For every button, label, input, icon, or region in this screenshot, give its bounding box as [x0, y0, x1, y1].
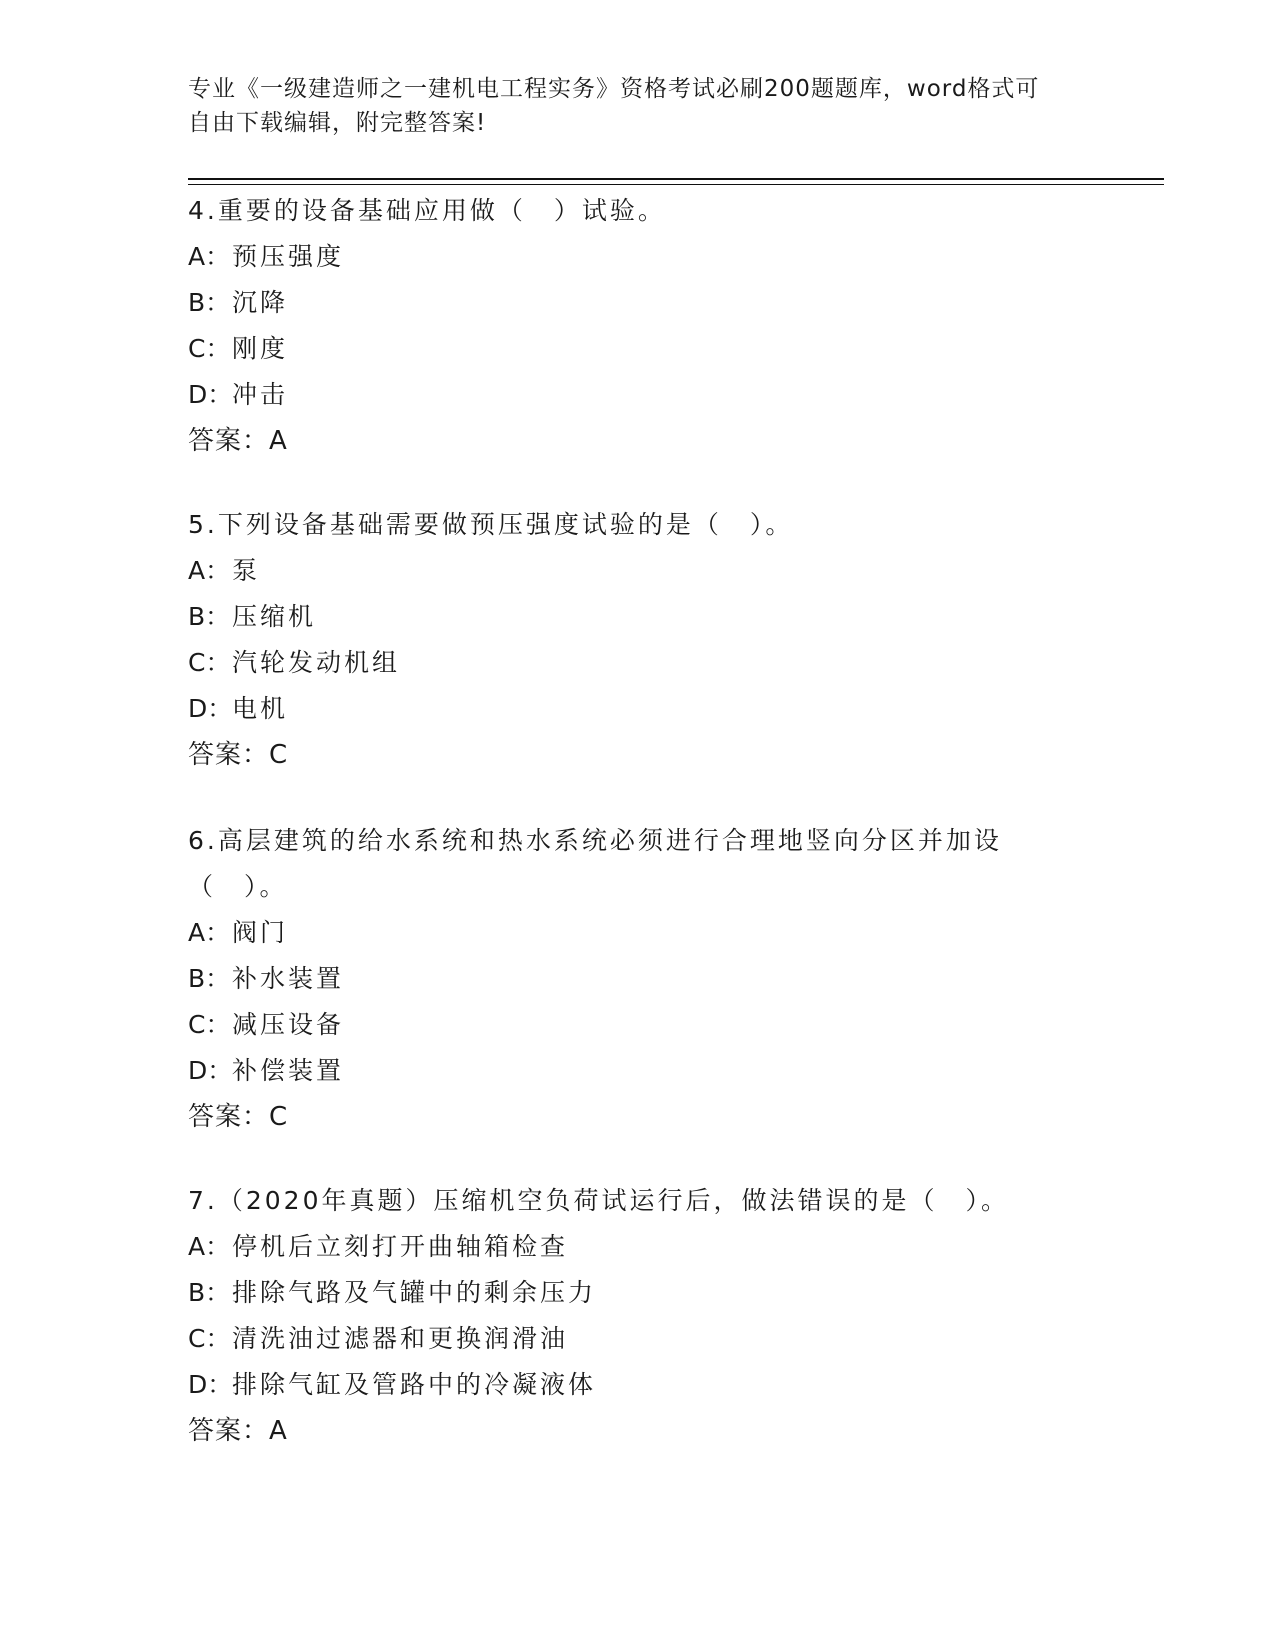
option-a: A：阀门 [188, 918, 289, 947]
option-b: B：沉降 [188, 288, 289, 317]
question-block [188, 188, 1088, 464]
answer-line: 答案：A [188, 426, 288, 456]
option-a: A：预压强度 [188, 242, 345, 271]
option-d: D：冲击 [188, 380, 289, 409]
answer-value: C [269, 1102, 289, 1132]
option-d: D：排除气缸及管路中的冷凝液体 [188, 1370, 597, 1399]
answer-line: 答案：C [188, 1102, 289, 1132]
answer-line: 答案：C [188, 740, 289, 770]
question-block [188, 818, 1088, 1140]
question-stem: 4.重要的设备基础应用做（ ）试验。 [188, 196, 666, 225]
option-d: D：电机 [188, 694, 289, 723]
question-stem: 7.（2020年真题）压缩机空负荷试运行后，做法错误的是（ ）。 [188, 1186, 1009, 1215]
question-stem: 6.高层建筑的给水系统和热水系统必须进行合理地竖向分区并加设（ ）。 [188, 826, 1002, 901]
answer-value: A [269, 426, 288, 456]
header-divider-thick [188, 178, 1164, 180]
option-c: C：减压设备 [188, 1010, 345, 1039]
option-c: C：汽轮发动机组 [188, 648, 401, 677]
option-b: B：压缩机 [188, 602, 317, 631]
question-block [188, 502, 1088, 778]
answer-value: A [269, 1416, 288, 1446]
answer-value: C [269, 740, 289, 770]
option-c: C：清洗油过滤器和更换润滑油 [188, 1324, 569, 1353]
question-stem: 5.下列设备基础需要做预压强度试验的是（ ）。 [188, 510, 794, 539]
question-block [188, 1178, 1088, 1454]
option-b: B：补水装置 [188, 964, 345, 993]
header-divider-thin [188, 184, 1164, 185]
option-c: C：刚度 [188, 334, 289, 363]
header-line-1: 专业《一级建造师之一建机电工程实务》资格考试必刷200题题库，word格式可 [188, 76, 1040, 102]
option-b: B：排除气路及气罐中的剩余压力 [188, 1278, 597, 1307]
option-a: A：泵 [188, 556, 261, 585]
option-d: D：补偿装置 [188, 1056, 345, 1085]
answer-line: 答案：A [188, 1416, 288, 1446]
option-a: A：停机后立刻打开曲轴箱检查 [188, 1232, 569, 1261]
header-line-2: 自由下载编辑，附完整答案! [188, 110, 487, 136]
document-header [188, 72, 1088, 140]
